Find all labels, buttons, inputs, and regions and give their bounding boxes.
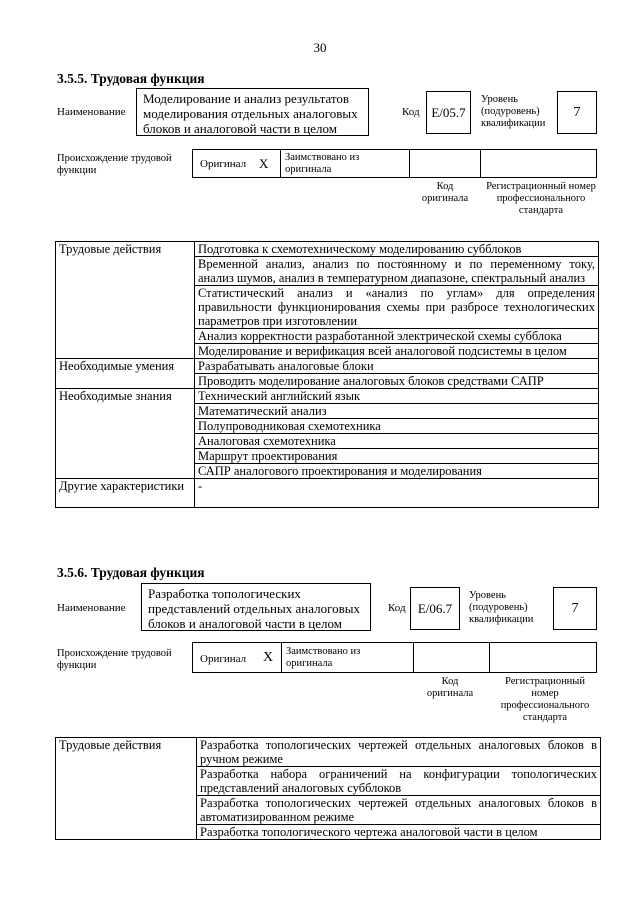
table-row (56, 359, 599, 374)
code-value-box: E/05.7 (426, 91, 471, 134)
name-label: Наименование (57, 106, 126, 118)
level-value-box: 7 (557, 91, 597, 134)
item-cell: Маршрут проектирования (195, 449, 599, 464)
original-mark: X (263, 650, 274, 665)
item-cell: Технический английский язык (195, 389, 599, 404)
category-cell: Необходимые знания (56, 389, 195, 479)
table-row (56, 479, 599, 508)
item-cell: - (195, 479, 599, 508)
item-cell: Моделирование и верификация всей аналоговой подсистемы в целом (195, 344, 599, 359)
level-label: Уровень (подуровень) квалификации (481, 94, 546, 129)
category-cell (56, 479, 195, 508)
item-cell: Разработка набора ограничений на конфигурации топологических представлений аналоговых субблоков (197, 767, 601, 796)
origin-table (192, 642, 597, 673)
item-cell: Разработка топологических чертежей отдельных аналоговых блоков в автоматизированном режиме (197, 796, 601, 825)
code-original-label: Код оригинала (426, 676, 474, 699)
item-cell: Анализ корректности разработанной электрической схемы субблока (195, 329, 599, 344)
item-cell: Подготовка к схемотехническому моделированию субблоков (195, 242, 599, 257)
table-row (56, 389, 599, 404)
original-label: Оригинал (200, 653, 247, 665)
level-label: Уровень (подуровень) квалификации (469, 590, 534, 625)
item-cell: Математический анализ (195, 404, 599, 419)
divider (409, 150, 410, 177)
original-label: Оригинал (200, 158, 247, 170)
item-cell: Разработка топологического чертежа аналоговой части в целом (197, 825, 601, 840)
code-value-box: E/06.7 (410, 587, 460, 630)
section-title: 3.5.5. Трудовая функция (57, 71, 205, 86)
code-label: Код (402, 106, 420, 118)
item-cell: Разрабатывать аналоговые блоки (195, 359, 599, 374)
original-mark: X (259, 156, 269, 171)
table-row (56, 738, 601, 767)
category-cell: Необходимые умения (56, 359, 195, 389)
function-name-box: Разработка топологических представлений отдельных аналоговых блоков и аналоговой части в целом (141, 583, 371, 631)
code-original-label: Код оригинала (421, 181, 469, 204)
level-value-box: 7 (553, 587, 597, 630)
work-function-table (55, 241, 599, 508)
item-cell: Проводить моделирование аналоговых блоков средствами САПР (195, 374, 599, 389)
name-label: Наименование (57, 602, 126, 614)
origin-table (192, 149, 597, 178)
category-text: Другие характеристики (59, 479, 185, 493)
divider (280, 150, 281, 177)
divider (281, 643, 282, 672)
table-row (56, 242, 599, 257)
item-cell: Временной анализ, анализ по постоянному и по переменному току, анализ шумов, анализ в температурном диапазоне, спектральный анализ (195, 257, 599, 286)
code-label: Код (388, 602, 406, 614)
page-number: 30 (313, 40, 327, 55)
item-cell: Аналоговая схемотехника (195, 434, 599, 449)
item-cell: Разработка топологических чертежей отдельных аналоговых блоков в ручном режиме (197, 738, 601, 767)
divider (413, 643, 414, 672)
category-cell: Трудовые действия (56, 242, 195, 359)
origin-label: Происхождение трудовой функции (57, 648, 172, 671)
borrowed-label: Заимствовано из оригинала (285, 152, 360, 175)
section-title: 3.5.6. Трудовая функция (57, 565, 205, 580)
work-function-table (55, 737, 601, 840)
item-cell: Полупроводниковая схемотехника (195, 419, 599, 434)
function-name-box: Моделирование и анализ результатов моделирования отдельных аналоговых блоков и аналоговой части в целом (136, 88, 369, 136)
reg-number-label: Регистрационный номер профессионального стандарта (500, 676, 590, 723)
reg-number-label: Регистрационный номер профессионального стандарта (486, 181, 596, 216)
item-cell: Статистический анализ и «анализ по углам» для определения правильности функционирования схемы при разбросе технологических параметров при изготовлении (195, 286, 599, 329)
category-cell: Трудовые действия (56, 738, 197, 840)
divider (489, 643, 490, 672)
origin-label: Происхождение трудовой функции (57, 153, 172, 176)
item-cell: САПР аналогового проектирования и моделирования (195, 464, 599, 479)
borrowed-label: Заимствовано из оригинала (286, 646, 361, 669)
divider (480, 150, 481, 177)
